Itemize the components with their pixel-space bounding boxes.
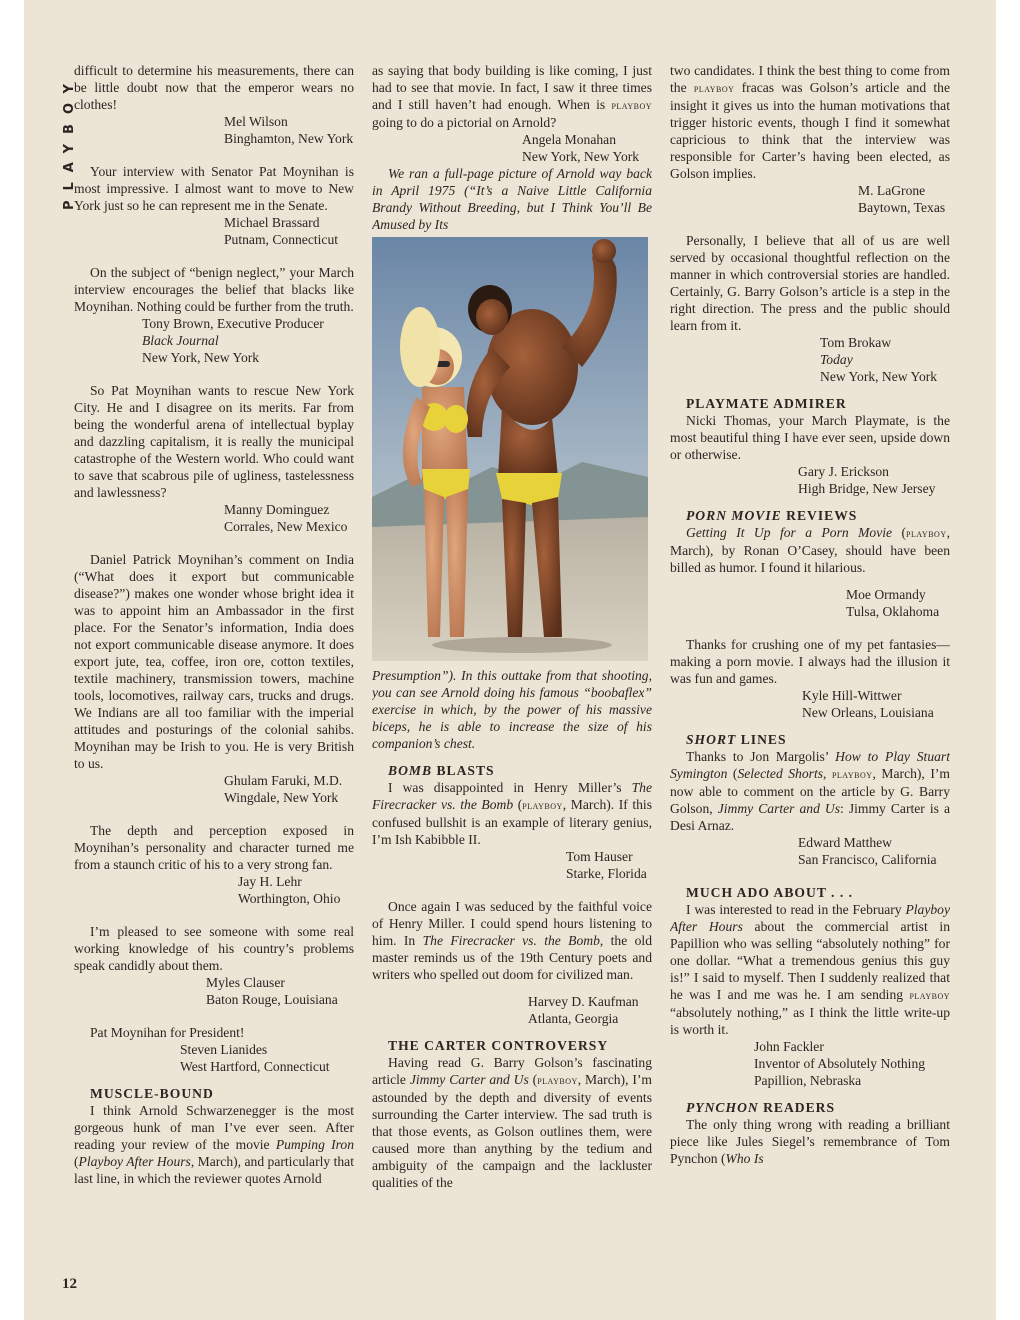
letter-text: as saying that body building is like coming, I just had to see that movie. In fact, I saw it three times and I still haven’t had enough. When is playboy going to do a pictorial on Arnold? xyxy=(372,63,652,130)
signature-name: Ghulam Faruki, M.D. xyxy=(224,773,343,788)
signature-place: Putnam, Connecticut xyxy=(224,232,339,247)
letter-text: The depth and perception exposed in Moynihan’s personality and character turned me from a staunch critic of his to a very strong fan. xyxy=(74,823,354,872)
letter-text: On the subject of “benign neglect,” your March interview encourages the belief that blacks like Moynihan. Nothing could be further from the truth. xyxy=(74,265,354,314)
letter-text: Nicki Thomas, your March Playmate, is the most beautiful thing I have ever seen, upside down or otherwise. xyxy=(670,413,950,462)
signature-place: New York, New York xyxy=(142,350,260,365)
signature-name: Tom Hauser xyxy=(566,849,633,864)
signature-show: Black Journal xyxy=(142,333,219,348)
signature-name: Steven Lianides xyxy=(180,1042,268,1057)
letter-text: Once again I was seduced by the faithful voice of Henry Miller. I could spend hours listening to him. In The Firecracker vs. the Bomb, the old master reminds us of the 19th Century poets and writers who spelled out doom for civilized man. xyxy=(372,899,652,982)
letter-text: I’m pleased to see someone with some real working knowledge of his country’s problems speak candidly about them. xyxy=(74,924,354,973)
section-heading-muscle-bound: MUSCLE-BOUND xyxy=(90,1086,214,1101)
signature-name: M. LaGrone xyxy=(858,183,926,198)
signature-name: Angela Monahan xyxy=(522,132,616,147)
signature-place: New York, New York xyxy=(522,149,640,164)
photo-couple-beach xyxy=(372,237,648,661)
section-heading-porn-movie-reviews: PORN MOVIE REVIEWS xyxy=(686,508,858,523)
letter-text: Personally, I believe that all of us are well served by occasional thoughtful reflection on the manner in which controversial stories are handled. Certainly, G. Barry Golson’s article is a step in the right direction. The press and the public should learn from it. xyxy=(670,233,950,333)
signature-name: Myles Clauser xyxy=(206,975,285,990)
signature-name: Kyle Hill-Wittwer xyxy=(802,688,902,703)
column-2 xyxy=(372,62,652,1302)
signature-place: Baytown, Texas xyxy=(858,200,946,215)
signature-place: Corrales, New Mexico xyxy=(224,519,348,534)
letter-text: two candidates. I think the best thing to come from the playboy fracas was Golson’s article and the insight it gives us into the human motivations that trigger historic events, though I find it somewhat capricious to think that the interview was responsible for Carter’s having been elected, as Golson implies. xyxy=(670,63,950,181)
letter-text: Getting It Up for a Porn Movie (playboy, March), by Ronan O’Casey, should have been billed as humor. I found it hilarious. xyxy=(670,525,950,575)
letter-text: Your interview with Senator Pat Moynihan is most impressive. I almost want to move to New York just so he can represent me in the Senate. xyxy=(74,164,354,213)
letter-text: Daniel Patrick Moynihan’s comment on India (“What does it export but communicable disease?”) makes one wonder whose bright idea it was to appoint him an Ambassador in the first place. For the Senator’s information, India does not export communicable disease anymore. It does export jute, tea, coffee, iron ore, cotton textiles, textile machinery, transmission towers, machine tools, locomotives, railway cars, trucks and drugs. We Indians are all too familiar with the imperial attitudes and posturings of the colonial sahibs. Moynihan may be Irish to you. He is very British to us. xyxy=(74,552,354,771)
section-heading-carter: THE CARTER CONTROVERSY xyxy=(388,1038,609,1053)
section-heading-bomb-blasts: BOMB BLASTS xyxy=(388,763,495,778)
letter-text: I think Arnold Schwarzenegger is the most gorgeous hunk of man I’ve ever seen. After reading your review of the movie Pumping Iron (Playboy After Hours, March), and particularly that last line, in which the reviewer quotes Arnold xyxy=(74,1103,354,1186)
letter-text: Thanks to Jon Margolis’ How to Play Stuart Symington (Selected Shorts, playboy, March), I’m now able to comment on the article by G. Barry Golson, Jimmy Carter and Us: Jimmy Carter is a Desi Arnaz. xyxy=(670,749,950,833)
section-heading-short-lines: SHORT LINES xyxy=(686,732,787,747)
signature-place: High Bridge, New Jersey xyxy=(798,481,936,496)
section-heading-much-ado: MUCH ADO ABOUT . . . xyxy=(686,885,854,900)
signature-name: Edward Matthew xyxy=(798,835,892,850)
signature-name: John Fackler xyxy=(754,1039,824,1054)
signature-name: Tony Brown, Executive Producer xyxy=(142,316,324,331)
signature-name: Mel Wilson xyxy=(224,114,288,129)
letter-text: I was disappointed in Henry Miller’s The Firecracker vs. the Bomb (playboy, March). If this confused bullshit is an example of literary genius, I’m Ish Kabibble II. xyxy=(372,780,652,847)
spine-title: PLAYBOY xyxy=(62,74,77,210)
signature-title: Inventor of Absolutely Nothing xyxy=(754,1056,926,1071)
signature-place: New Orleans, Louisiana xyxy=(802,705,934,720)
signature-place: Atlanta, Georgia xyxy=(528,1011,619,1026)
letter-text: So Pat Moynihan wants to rescue New York City. He and I disagree on its merits. Far from being the wonderful arena of intellectual byplay and dazzling capitalism, it is really the municipal catastrophe of the Western world. Who could want to save that scabrous pile of ugliness, tastelessness and lawlessness? xyxy=(74,383,354,500)
signature-show: Today xyxy=(820,352,853,367)
signature-name: Jay H. Lehr xyxy=(238,874,302,889)
letter-text: The only thing wrong with reading a brilliant piece like Jules Siegel’s remembrance of Tom Pynchon (Who Is xyxy=(670,1117,950,1166)
page-number: 12 xyxy=(62,1276,77,1292)
signature-name: Gary J. Erickson xyxy=(798,464,889,479)
signature-place: Binghamton, New York xyxy=(224,131,354,146)
signature-place: New York, New York xyxy=(820,369,938,384)
column-1 xyxy=(74,62,354,1302)
signature-place: San Francisco, California xyxy=(798,852,937,867)
letter-text: difficult to determine his measurements, there can be little doubt now that the emperor wears no clothes! xyxy=(74,63,354,112)
signature-place: Baton Rouge, Louisiana xyxy=(206,992,338,1007)
signature-name: Moe Ormandy xyxy=(846,587,926,602)
letter-text: Having read G. Barry Golson’s fascinating article Jimmy Carter and Us (playboy, March), I’m astounded by the depth and diversity of events surrounding the Carter interview. The sad truth is that those events, as Golson outlines them, were caused more than anything by the tedium and ambiguity of the campaign and the lackluster qualities of the xyxy=(372,1055,652,1190)
signature-name: Harvey D. Kaufman xyxy=(528,994,639,1009)
column-3 xyxy=(670,62,950,1302)
editor-note-continued: Presumption”). In this outtake from that shooting, you can see Arnold doing his famous “boobaflex” exercise in which, by the power of his massive biceps, he is able to increase the size of his companion’s chest. xyxy=(372,668,652,751)
signature-place: Wingdale, New York xyxy=(224,790,339,805)
section-heading-playmate-admirer: PLAYMATE ADMIRER xyxy=(686,396,847,411)
letter-text: Pat Moynihan for President! xyxy=(90,1025,245,1040)
signature-place: Starke, Florida xyxy=(566,866,647,881)
editor-note: We ran a full-page picture of Arnold way back in April 1975 (“It’s a Naive Little California Brandy Without Breeding, but I Think You’ll Be Amused by Its xyxy=(372,166,652,232)
signature-place: Tulsa, Oklahoma xyxy=(846,604,940,619)
signature-place: Papillion, Nebraska xyxy=(754,1073,862,1088)
signature-name: Manny Dominguez xyxy=(224,502,330,517)
section-heading-pynchon-readers: PYNCHON READERS xyxy=(686,1100,836,1115)
photograph-couple-beach-icon xyxy=(372,237,648,661)
signature-place: Worthington, Ohio xyxy=(238,891,341,906)
letter-text: I was interested to read in the February Playboy After Hours about the commercial artist in Papillion who was selling “absolutely nothing” for one dollar. “What a tremendous genius this guy is!” I said to myself. Then I suddenly realized that he was I and me was he. I am sending playboy “absolutely nothing,” as I think the little write-up is worth it. xyxy=(670,902,950,1037)
signature-name: Tom Brokaw xyxy=(820,335,892,350)
letter-text: Thanks for crushing one of my pet fantasies—making a porn movie. I always had the illusion it was fun and games. xyxy=(670,637,950,686)
signature-name: Michael Brassard xyxy=(224,215,320,230)
signature-place: West Hartford, Connecticut xyxy=(180,1059,330,1074)
